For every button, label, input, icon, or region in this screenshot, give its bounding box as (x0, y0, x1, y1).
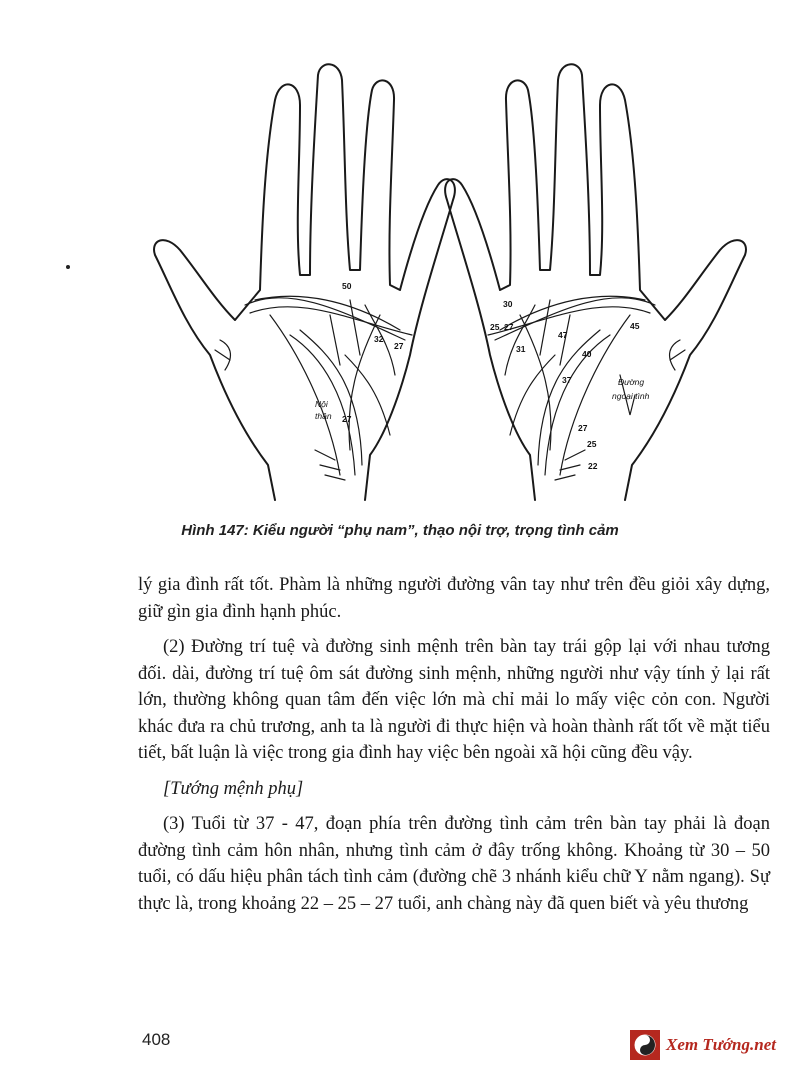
right-label-31: 31 (516, 344, 526, 354)
left-label-50: 50 (342, 281, 352, 291)
right-note-line2: ngoại tình (612, 391, 650, 401)
section-heading: [Tướng mệnh phụ] (163, 778, 304, 799)
paragraph-3: (3) Tuổi từ 37 - 47, đoạn phía trên đường tình cảm trên bàn tay phải là đoạn đường tình cảm hôn nhân, nhưng tình cảm ở đây trống không. Khoảng từ 30 – 50 tuổi, có dấu hiệu phân tách tình cảm (đường chẽ 3 nhánh kiểu chữ Y nằm ngang). Sự thực là, trong khoảng 22 – 25 – 27 tuổi, anh chàng này đã quen biết và yêu thương (138, 814, 770, 914)
left-label-27a: 27 (394, 341, 404, 351)
palm-figure (150, 55, 750, 505)
left-hand-outline (154, 64, 455, 500)
left-note-line2: thân (315, 411, 332, 421)
right-label-30: 30 (503, 299, 513, 309)
watermark-logo (630, 1030, 776, 1060)
right-label-37: 37 (562, 375, 572, 385)
right-label-40: 40 (582, 349, 592, 359)
watermark-text: Xem Tướng.net (666, 1035, 776, 1054)
right-label-45: 45 (630, 321, 640, 331)
right-label-22: 22 (588, 461, 598, 471)
paragraph-2: (2) Đường trí tuệ và đường sinh mệnh trên bàn tay trái gộp lại với nhau tương đối. dài, đường trí tuệ ôm sát đường sinh mệnh, những người như vậy tính ỷ lại rất lớn, thường không quan tâm đến việc lớn mà chỉ mải lo mấy việc cỏn con. Người khác đưa ra chủ trương, anh ta là người đi thực hiện và hoàn thành rất tốt về mặt tiểu tiết, bất luận là việc trong gia đình hay việc bên ngoài xã hội cũng đều vậy. (138, 637, 770, 763)
left-label-32: 32 (374, 334, 384, 344)
right-label-27b: 27 (578, 423, 588, 433)
right-label-25: 25 (490, 322, 500, 332)
right-label-27: 27 (504, 322, 514, 332)
speck-dot (66, 265, 70, 269)
palm-illustration (150, 55, 750, 505)
yin-yang-icon (630, 1030, 660, 1060)
paragraph-continuation: lý gia đình rất tốt. Phàm là những người đường vân tay như trên đều giỏi xây dựng, giữ gìn gia đình hạnh phúc. (138, 575, 770, 622)
right-label-47: 47 (558, 330, 568, 340)
left-label-27b: 27 (342, 414, 352, 424)
left-note-line1: Nội (315, 399, 328, 409)
figure-caption: Hình 147: Kiểu người “phụ nam”, thạo nội trợ, trọng tình cảm (181, 522, 619, 539)
right-hand-outline (445, 64, 746, 500)
right-note-line1: Đường (618, 377, 645, 387)
body-text (138, 572, 770, 926)
right-label-25b: 25 (587, 439, 597, 449)
page-number: 408 (142, 1030, 171, 1049)
